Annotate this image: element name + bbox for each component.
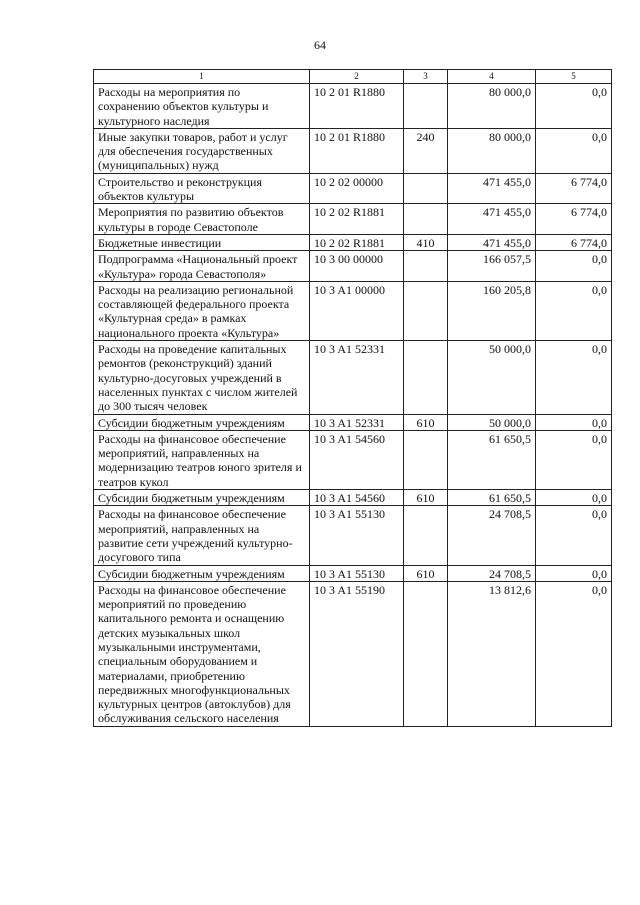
table-row <box>94 173 612 204</box>
row-name: Расходы на реализацию региональной составляющей федерального проекта «Культурная среда» в рамках национального проекта «Культура» <box>94 281 310 340</box>
row-name: Иные закупки товаров, работ и услуг для обеспечения государственных (муниципальных) нужд <box>94 128 310 173</box>
row-amount-1: 471 455,0 <box>448 204 536 235</box>
row-code: 10 3 A1 54560 <box>310 430 404 489</box>
row-amount-2: 0,0 <box>536 128 612 173</box>
row-code: 10 3 A1 52331 <box>310 414 404 430</box>
table-row <box>94 490 612 506</box>
row-amount-1: 61 650,5 <box>448 430 536 489</box>
row-expense-type <box>404 341 448 414</box>
row-name: Строительство и реконструкция объектов культуры <box>94 173 310 204</box>
row-expense-type: 610 <box>404 490 448 506</box>
row-amount-1: 24 708,5 <box>448 506 536 565</box>
row-code: 10 2 01 R1880 <box>310 128 404 173</box>
table-row <box>94 565 612 581</box>
row-code: 10 2 02 00000 <box>310 173 404 204</box>
row-amount-2: 0,0 <box>536 84 612 129</box>
row-name: Подпрограмма «Национальный проект «Культура» города Севастополя» <box>94 251 310 282</box>
row-code: 10 3 00 00000 <box>310 251 404 282</box>
row-amount-2: 0,0 <box>536 430 612 489</box>
table-row <box>94 84 612 129</box>
row-amount-1: 13 812,6 <box>448 581 536 726</box>
column-header-3: 3 <box>404 70 448 84</box>
row-expense-type: 240 <box>404 128 448 173</box>
row-amount-2: 0,0 <box>536 565 612 581</box>
row-amount-2: 0,0 <box>536 251 612 282</box>
row-amount-2: 0,0 <box>536 281 612 340</box>
row-expense-type <box>404 581 448 726</box>
page-number: 64 <box>314 38 326 52</box>
table-row <box>94 341 612 414</box>
row-name: Субсидии бюджетным учреждениям <box>94 490 310 506</box>
row-amount-1: 50 000,0 <box>448 341 536 414</box>
budget-table <box>93 69 612 727</box>
row-code: 10 2 01 R1880 <box>310 84 404 129</box>
table-row <box>94 581 612 726</box>
row-amount-2: 6 774,0 <box>536 204 612 235</box>
row-amount-1: 24 708,5 <box>448 565 536 581</box>
row-amount-2: 0,0 <box>536 581 612 726</box>
row-amount-1: 160 205,8 <box>448 281 536 340</box>
column-number-header-row <box>94 70 612 84</box>
table-row <box>94 506 612 565</box>
row-code: 10 2 02 R1881 <box>310 204 404 235</box>
row-name: Расходы на проведение капитальных ремонтов (реконструкций) зданий культурно-досуговых учреждений в населенных пунктах с числом жителей до 300 тысяч человек <box>94 341 310 414</box>
row-expense-type <box>404 84 448 129</box>
column-header-4: 4 <box>448 70 536 84</box>
row-name: Мероприятия по развитию объектов культуры в городе Севастополе <box>94 204 310 235</box>
table-row <box>94 414 612 430</box>
table-row <box>94 204 612 235</box>
row-amount-2: 0,0 <box>536 490 612 506</box>
row-amount-2: 0,0 <box>536 414 612 430</box>
row-name: Расходы на финансовое обеспечение мероприятий, направленных на модернизацию театров юного зрителя и театров кукол <box>94 430 310 489</box>
table-row <box>94 234 612 250</box>
row-code: 10 3 A1 52331 <box>310 341 404 414</box>
row-expense-type <box>404 251 448 282</box>
row-expense-type: 410 <box>404 234 448 250</box>
row-amount-1: 50 000,0 <box>448 414 536 430</box>
row-name: Бюджетные инвестиции <box>94 234 310 250</box>
table-row <box>94 281 612 340</box>
column-header-1: 1 <box>94 70 310 84</box>
table-row <box>94 128 612 173</box>
row-amount-1: 166 057,5 <box>448 251 536 282</box>
row-amount-1: 61 650,5 <box>448 490 536 506</box>
row-expense-type <box>404 430 448 489</box>
row-code: 10 3 A1 55190 <box>310 581 404 726</box>
row-amount-1: 471 455,0 <box>448 173 536 204</box>
column-header-2: 2 <box>310 70 404 84</box>
row-amount-1: 80 000,0 <box>448 84 536 129</box>
row-amount-2: 0,0 <box>536 341 612 414</box>
row-amount-2: 6 774,0 <box>536 234 612 250</box>
row-amount-2: 6 774,0 <box>536 173 612 204</box>
table-row <box>94 251 612 282</box>
column-header-5: 5 <box>536 70 612 84</box>
table-row <box>94 430 612 489</box>
row-name: Расходы на мероприятия по сохранению объектов культуры и культурного наследия <box>94 84 310 129</box>
row-code: 10 3 A1 55130 <box>310 506 404 565</box>
row-name: Субсидии бюджетным учреждениям <box>94 414 310 430</box>
row-code: 10 3 A1 54560 <box>310 490 404 506</box>
row-amount-2: 0,0 <box>536 506 612 565</box>
row-expense-type <box>404 506 448 565</box>
row-code: 10 3 A1 00000 <box>310 281 404 340</box>
row-code: 10 3 A1 55130 <box>310 565 404 581</box>
row-code: 10 2 02 R1881 <box>310 234 404 250</box>
row-name: Субсидии бюджетным учреждениям <box>94 565 310 581</box>
row-expense-type: 610 <box>404 414 448 430</box>
row-amount-1: 471 455,0 <box>448 234 536 250</box>
row-expense-type <box>404 204 448 235</box>
row-expense-type <box>404 281 448 340</box>
row-expense-type: 610 <box>404 565 448 581</box>
row-name: Расходы на финансовое обеспечение мероприятий по проведению капитального ремонта и оснащению детских музыкальных школ музыкальными инструментами, специальным оборудованием и материалами, приобретению передвижных многофункциональных культурных центров (автоклубов) для обслуживания сельского населения <box>94 581 310 726</box>
row-expense-type <box>404 173 448 204</box>
row-amount-1: 80 000,0 <box>448 128 536 173</box>
row-name: Расходы на финансовое обеспечение мероприятий, направленных на развитие сети учреждений культурно-досугового типа <box>94 506 310 565</box>
